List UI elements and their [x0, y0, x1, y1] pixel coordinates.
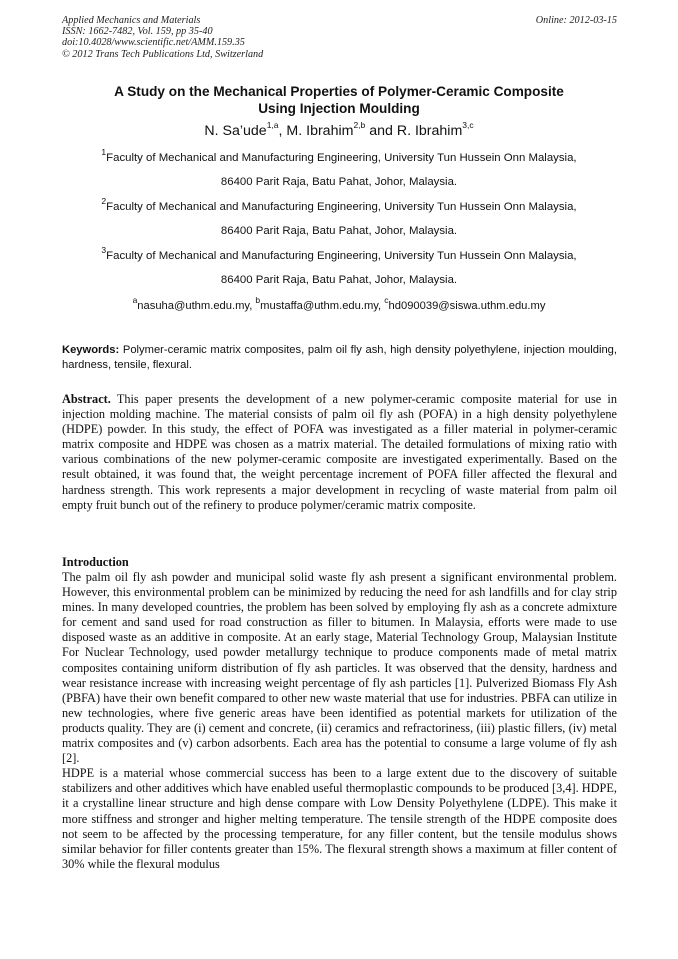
journal-name: Applied Mechanics and Materials	[62, 15, 201, 26]
affiliation-line: Faculty of Mechanical and Manufacturing Engineering, University Tun Hussein Onn Malaysia,	[106, 250, 577, 262]
abstract-label: Abstract.	[62, 392, 111, 406]
email-address: hd090039@siswa.uthm.edu.my	[388, 300, 546, 312]
author-name: R. Ibrahim	[396, 123, 463, 139]
introduction-heading: Introduction	[62, 555, 129, 569]
affiliation-1	[40, 146, 638, 194]
author-name: M. Ibrahim	[286, 123, 354, 139]
affiliation-line: 86400 Parit Raja, Batu Pahat, Johor, Malaysia.	[220, 225, 458, 237]
affiliation-line: 86400 Parit Raja, Batu Pahat, Johor, Malaysia.	[220, 176, 458, 188]
affiliation-2	[40, 195, 638, 243]
affiliation-line: Faculty of Mechanical and Manufacturing Engineering, University Tun Hussein Onn Malaysia,	[106, 201, 577, 213]
author-affiliation-mark: 3,c	[462, 120, 474, 131]
keywords-block	[62, 343, 617, 373]
author-separator: and	[365, 123, 397, 139]
author-affiliation-mark: 1,a	[266, 120, 279, 131]
issn-line: ISSN: 1662-7482, Vol. 159, pp 35-40	[62, 26, 213, 38]
affiliation-line: 86400 Parit Raja, Batu Pahat, Johor, Malaysia.	[220, 274, 458, 286]
keywords-label: Keywords:	[62, 344, 120, 356]
author-name: N. Sa’ude	[204, 123, 267, 139]
copyright-line: © 2012 Trans Tech Publications Ltd, Switzerland	[62, 48, 264, 60]
email-address: nasuha@uthm.edu.my,	[137, 300, 256, 312]
affiliation-mark: 3	[101, 245, 107, 256]
introduction-paragraph: HDPE is a material whose commercial success has been to a large extent due to the discovery of suitable stabilizers and other additives which have enabled useful thermoplastic compounds to be produced [3,4]. HDPE, it a crystalline linear structure and high dense compare with Low Density Polyethylene (LDPE). This make it more stiffness and stronger and higher melting temperature. The tensile strength of the HDPE composite does not seem to be affected by the processing temperature, for any filler content, but the tensile modulus shows similar behavior for filler contents greater than 15%. The flexural strength shows a maximum at filler content of 30% while the flexural modulus	[62, 766, 617, 871]
affiliation-line: Faculty of Mechanical and Manufacturing Engineering, University Tun Hussein Onn Malaysia,	[106, 152, 577, 164]
title-line-1: A Study on the Mechanical Properties of Polymer-Ceramic Composite	[114, 84, 564, 99]
introduction-body	[62, 570, 617, 872]
abstract-block	[62, 392, 617, 513]
keywords-text: Polymer-ceramic matrix composites, palm oil fly ash, high density polyethylene, injection moulding, hardness, tensile, flexural.	[62, 344, 617, 371]
email-mark: c	[384, 295, 389, 306]
author-list	[40, 122, 638, 140]
paper-title	[40, 83, 638, 117]
author-separator: ,	[278, 123, 287, 139]
abstract-text: This paper presents the development of a new polymer-ceramic composite material for use in injection molding machine. The material consists of palm oil fly ash (POFA) in a high density polyethylene (HDPE) powder. In this study, the effect of POFA was investigated as a filler material in polymer-ceramic matrix composite and HDPE was chosen as a matrix material. The detailed formulations of mixing ratio with various combinations of the new polymer-ceramic composite are investigated experimentally. Based on the result obtained, it was found that, the weight percentage increment of POFA filler affected the flexural and hardness strength. This work represents a major development in recycling of waste material from palm oil empty fruit bunch out of the refinery to produce polymer/ceramic matrix composite.	[62, 392, 617, 512]
affiliation-3	[40, 244, 638, 292]
affiliation-mark: 2	[101, 196, 107, 207]
email-mark: b	[255, 295, 261, 306]
title-line-2: Using Injection Moulding	[258, 101, 420, 116]
email-mark: a	[132, 295, 138, 306]
author-affiliation-mark: 2,b	[353, 120, 366, 131]
affiliation-mark: 1	[101, 147, 107, 158]
introduction-paragraph: The palm oil fly ash powder and municipal solid waste fly ash present a significant environmental problem. However, this environmental problem can be minimized by reducing the need for ash landfills and for clay strip mines. In many developed countries, the problem has been solved by employing fly ash as a concrete admixture for cement and sand used for road construction as filler to bitumen. In Malaysia, efforts were made to use disposed waste as an additive in composite. At an early stage, Material Technology Group, Malaysian Institute For Nuclear Technology, used powder metallurgy technique to produce components made of metal matrix composites containing uniform distribution of fly ash particles. It was observed that the density, hardness and wear resistance increase with increasing weight percentage of fly ash particles [1]. Pulverized Biomass Fly Ash (PBFA) have their own benefit compared to other new waste material that use for industries. PBFA can utilize in new technologies, where five generic areas have been identified as potential markets for utilization of the products quality. They are (i) cement and concrete, (ii) ceramics and refractoriness, (iii) plastic fillers, (iv) metal matrix composites and (v) carbon adsorbents. Each area has the potential to consume a large volume of fly ash [2].	[62, 570, 617, 766]
journal-header	[62, 15, 617, 60]
email-address: mustaffa@uthm.edu.my,	[260, 300, 385, 312]
online-date: Online: 2012-03-15	[535, 15, 617, 26]
email-list	[40, 295, 638, 314]
doi-line: doi:10.4028/www.scientific.net/AMM.159.35	[62, 37, 245, 49]
